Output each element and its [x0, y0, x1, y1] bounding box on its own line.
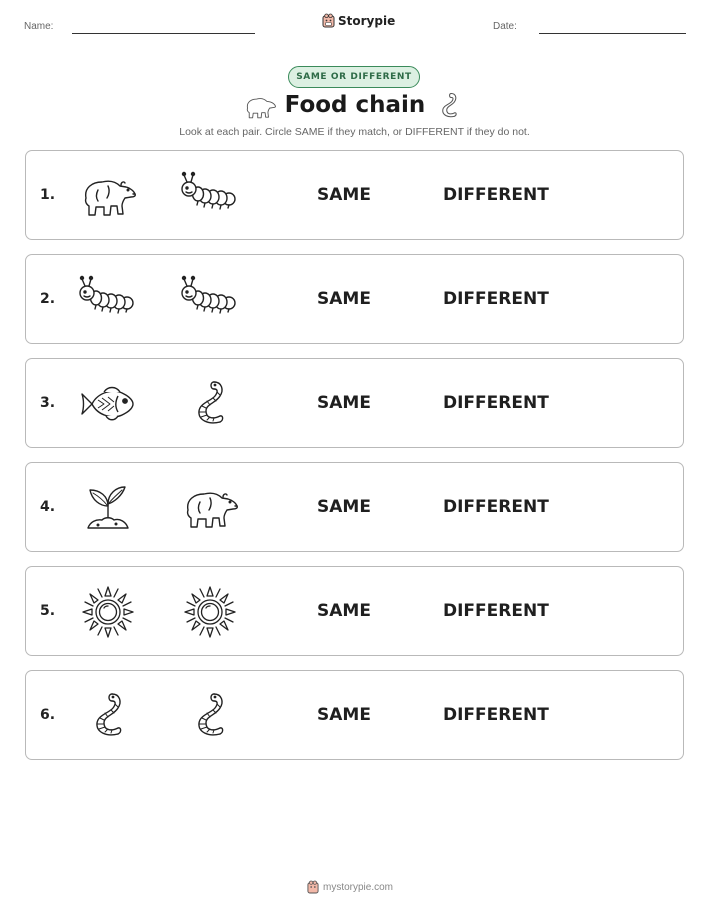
- question-number: 4.: [40, 499, 56, 515]
- question-number: 3.: [40, 395, 56, 411]
- fish-icon: [78, 378, 138, 430]
- different-option[interactable]: DIFFERENT: [443, 497, 549, 517]
- question-number: 5.: [40, 603, 56, 619]
- caterpillar-icon: [180, 170, 240, 222]
- brand-name: Storypie: [338, 13, 396, 28]
- worm-icon: [432, 90, 466, 122]
- question-row: [25, 254, 684, 344]
- worm-icon: [180, 378, 240, 430]
- same-option[interactable]: SAME: [317, 601, 371, 621]
- sun-icon: [78, 586, 138, 638]
- sprout-icon: [78, 482, 138, 534]
- brand-logo: [322, 13, 395, 28]
- caterpillar-icon: [180, 274, 240, 326]
- polar-bear-icon: [78, 170, 138, 222]
- same-option[interactable]: SAME: [317, 289, 371, 309]
- worksheet-header: [0, 0, 709, 50]
- question-row: [25, 150, 684, 240]
- different-option[interactable]: DIFFERENT: [443, 705, 549, 725]
- polar-bear-icon: [180, 482, 240, 534]
- different-option[interactable]: DIFFERENT: [443, 601, 549, 621]
- caterpillar-icon: [78, 274, 138, 326]
- question-number: 2.: [40, 291, 56, 307]
- worm-icon: [78, 690, 138, 742]
- storypie-logo-icon: [322, 13, 335, 28]
- question-row: [25, 670, 684, 760]
- same-option[interactable]: SAME: [317, 393, 371, 413]
- footer: [307, 880, 393, 894]
- storypie-logo-icon: [307, 880, 319, 894]
- different-option[interactable]: DIFFERENT: [443, 289, 549, 309]
- same-option[interactable]: SAME: [317, 497, 371, 517]
- name-line[interactable]: [72, 33, 255, 34]
- question-row: [25, 358, 684, 448]
- question-row: [25, 462, 684, 552]
- page-title: Food chain: [284, 92, 426, 118]
- footer-url[interactable]: mystorypie.com: [323, 881, 394, 893]
- date-label: Date:: [493, 21, 517, 32]
- different-option[interactable]: DIFFERENT: [443, 393, 549, 413]
- worm-icon: [180, 690, 240, 742]
- activity-badge: SAME OR DIFFERENT: [288, 66, 420, 88]
- same-option[interactable]: SAME: [317, 705, 371, 725]
- same-option[interactable]: SAME: [317, 185, 371, 205]
- question-number: 6.: [40, 707, 56, 723]
- name-label: Name:: [24, 21, 54, 32]
- question-number: 1.: [40, 187, 56, 203]
- different-option[interactable]: DIFFERENT: [443, 185, 549, 205]
- question-row: [25, 566, 684, 656]
- instructions: Look at each pair. Circle SAME if they match, or DIFFERENT if they do not.: [179, 126, 530, 138]
- polar-bear-icon: [243, 92, 277, 122]
- sun-icon: [180, 586, 240, 638]
- date-line[interactable]: [539, 33, 686, 34]
